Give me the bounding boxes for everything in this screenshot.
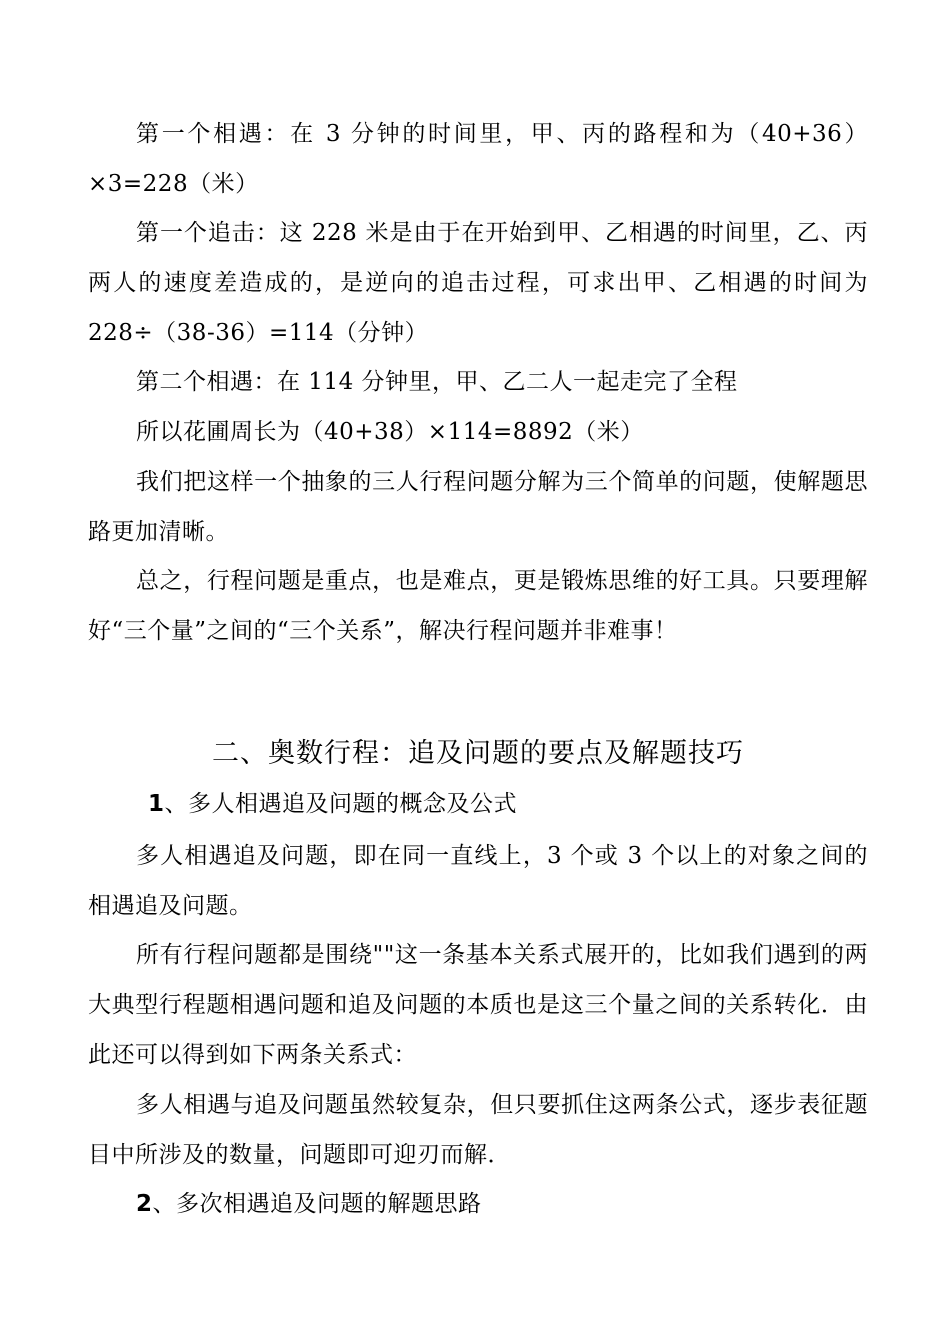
subheading-1-number: 1 <box>148 791 165 817</box>
section-title: 二、奥数行程：追及问题的要点及解题技巧 <box>212 738 744 769</box>
paragraph-first-chase: 第一个追击：这 228 米是由于在开始到甲、乙相遇的时间里，乙、丙两人的速度差造成的，是逆向的追击过程，可求出甲、乙相遇的时间为 228÷（38-36）=114（分钟） <box>88 220 868 346</box>
paragraph-multi-meeting-definition: 多人相遇追及问题，即在同一直线上，3 个或 3 个以上的对象之间的相遇追及问题。 <box>88 843 868 919</box>
paragraph-summary: 总之，行程问题是重点，也是难点，更是锻炼思维的好工具。只要理解好“三个量”之间的“三个关系”，解决行程问题并非难事！ <box>88 568 868 644</box>
paragraph-formula-usage: 多人相遇与追及问题虽然较复杂，但只要抓住这两条公式，逐步表征题目中所涉及的数量，问题即可迎刃而解． <box>88 1092 868 1168</box>
subheading-2-number: 2 <box>136 1191 153 1217</box>
paragraph-first-meeting: 第一个相遇：在 3 分钟的时间里，甲、丙的路程和为（40+36）×3=228（米） <box>88 121 868 197</box>
subheading-1 <box>148 784 517 824</box>
paragraph-perimeter: 所以花圃周长为（40+38）×114=8892（米） <box>136 419 644 445</box>
subheading-1-text: 、多人相遇追及问题的概念及公式 <box>164 791 518 817</box>
paragraph-second-meeting: 第二个相遇：在 114 分钟里，甲、乙二人一起走完了全程 <box>136 369 738 395</box>
subheading-2 <box>136 1184 482 1224</box>
paragraph-basic-relation: 所有行程问题都是围绕""这一条基本关系式展开的，比如我们遇到的两大典型行程题相遇问题和追及问题的本质也是这三个量之间的关系转化．由此还可以得到如下两条关系式： <box>88 942 868 1068</box>
subheading-2-text: 、多次相遇追及问题的解题思路 <box>152 1191 482 1217</box>
paragraph-decomposition: 我们把这样一个抽象的三人行程问题分解为三个简单的问题，使解题思路更加清晰。 <box>88 469 868 545</box>
